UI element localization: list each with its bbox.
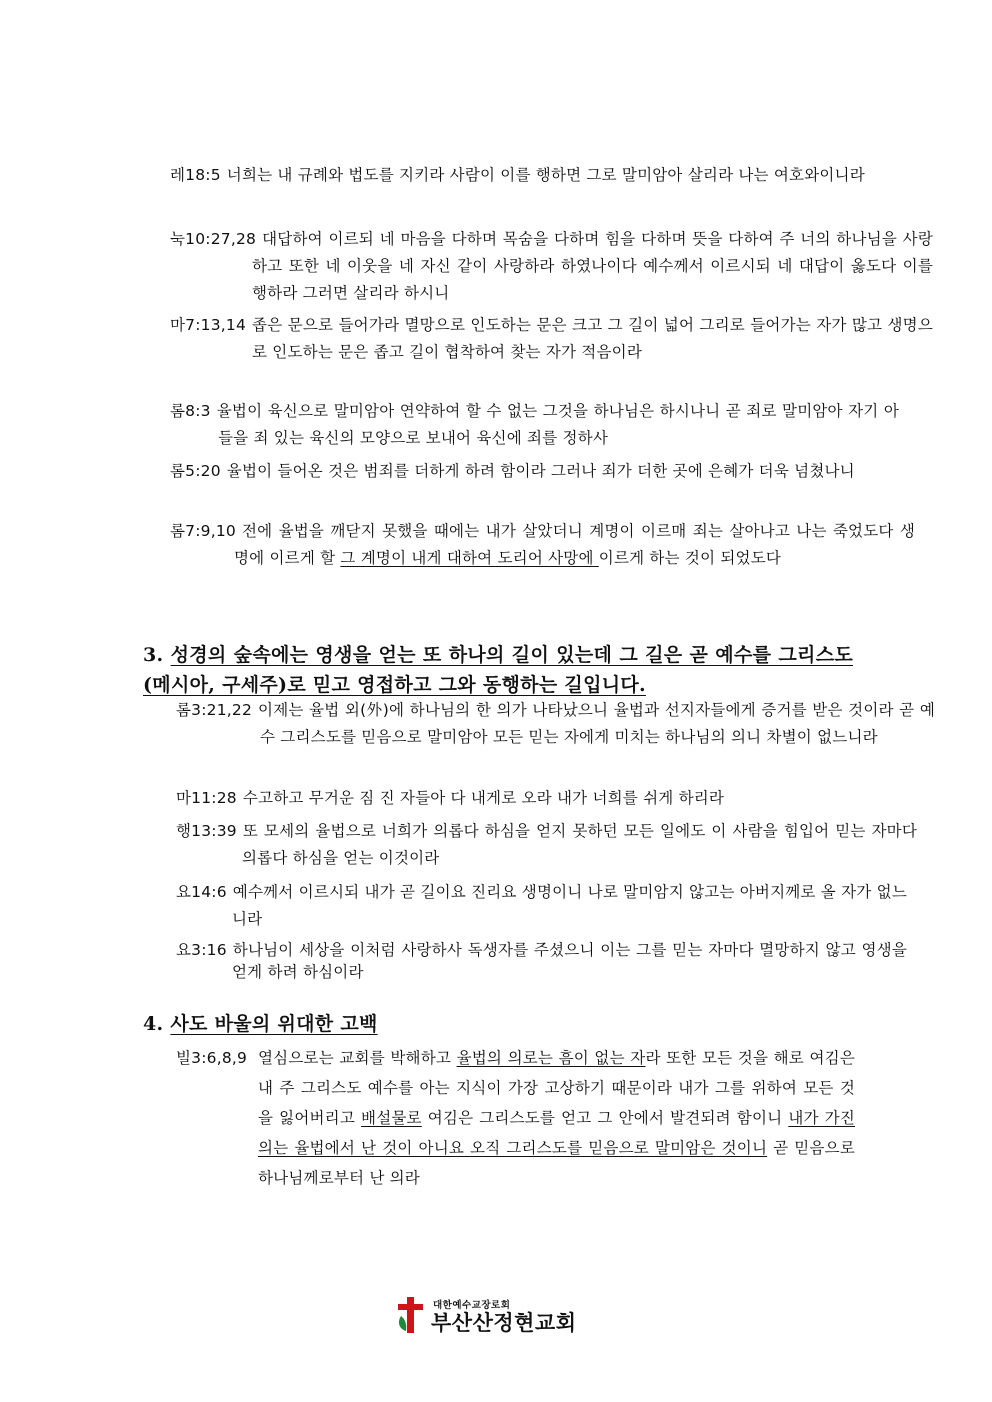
verse-acts-13-39	[176, 818, 917, 872]
verse-text: 예수께서 이르시되 내가 곧 길이요 진리요 생명이니 나로 말미암지 않고는 아버지께로 올 자가 없느니라	[232, 883, 907, 928]
verse-text: 율법이 육신으로 말미암아 연약하여 할 수 없는 그것을 하나님은 하시나니 곧 죄로 말미암아 자기 아들을 죄 있는 육신의 모양으로 보내어 육신에 죄를 정하사	[216, 402, 899, 447]
verse-rom-8-3	[170, 398, 899, 452]
section-number: 3.	[143, 644, 164, 666]
denomination-name: 대한예수교장로회	[433, 1300, 511, 1311]
verse-matt-11-28	[176, 785, 917, 812]
church-logo	[395, 1296, 595, 1336]
verse-ref: 마11:28	[176, 789, 237, 807]
verse-text: 대답하여 이르되 네 마음을 다하며 목숨을 다하며 힘을 다하며 뜻을 다하여 주 너의 하나님을 사랑하고 또한 네 이웃을 네 자신 같이 사랑하라 하였나이다 예수께서 이르시되 네 대답이 옳도다 이를 행하라 그러면 살리라 하시니	[252, 230, 933, 302]
verse-text: 라 또한 모든 것을 해로 여김은 내 주 그리스도 예수를 아는 지식이 가장 고상하기 때문이라 내가 그를 위하여 모든 것을 잃어버리고	[258, 1049, 855, 1127]
verse-text: 수고하고 무거운 짐 진 자들아 다 내게로 오라 내가 너희를 쉬게 하리라	[242, 789, 725, 807]
verse-text: 좁은 문으로 들어가라 멸망으로 인도하는 문은 크고 그 길이 넓어 그리로 들어가는 자가 많고 생명으로 인도하는 문은 좁고 길이 협착하여 찾는 자가 적음이라	[252, 316, 933, 361]
verse-underlined-text: 율법의 의로는 흠이 없는 자	[456, 1049, 646, 1067]
verse-rom-3-21	[176, 697, 935, 751]
verse-ref: 롬5:20	[170, 462, 221, 480]
verse-matt-7-13	[170, 312, 933, 366]
verse-text: 곧 믿음으로 하나님께로부터 난 의라	[258, 1139, 855, 1187]
verse-ref: 마7:13,14	[170, 316, 247, 334]
verse-ref: 요3:16	[176, 941, 227, 959]
verse-ref: 롬8:3	[170, 402, 211, 420]
verse-text: 전에 율법을 깨닫지 못했을 때에는 내가 살았더니 계명이 이르매 죄는 살아나고 나는 죽었도다 생명에 이르게 할	[234, 522, 915, 567]
verse-rom-5-20	[170, 458, 907, 485]
verse-text: 이르게 하는 것이 되었도다	[598, 549, 782, 567]
verse-underlined-text: 배설물로	[361, 1109, 422, 1127]
verse-john-14-6	[176, 879, 907, 933]
verse-text: 율법이 들어온 것은 범죄를 더하게 하려 함이라 그러나 죄가 더한 곳에 은혜가 더욱 넘쳤나니	[226, 462, 855, 480]
section-title: 성경의 숲속에는 영생을 얻는 또 하나의 길이 있는데 그 길은 곧 예수를 그리스도(메시아, 구세주)로 믿고 영접하고 그와 동행하는 길입니다.	[143, 644, 854, 696]
verse-text: 이제는 율법 외(外)에 하나님의 한 의가 나타났으니 율법과 선지자들에게 증거를 받은 것이라 곧 예수 그리스도를 믿음으로 말미암아 모든 믿는 자에게 미치는 하나님의 의니 차별이 없느니라	[258, 701, 935, 746]
verse-ref: 롬7:9,10	[170, 522, 236, 540]
cross-icon	[395, 1296, 427, 1334]
verse-text: 열심으로는 교회를 박해하고	[258, 1049, 457, 1067]
verse-text: 또 모세의 율법으로 너희가 의롭다 하심을 얻지 못하던 모든 일에도 이 사람을 힘입어 믿는 자마다 의롭다 하심을 얻는 이것이라	[242, 822, 917, 867]
verse-text: 여김은 그리스도를 얻고 그 안에서 발견되려 함이니	[421, 1109, 789, 1127]
verse-body	[258, 1043, 855, 1193]
verse-ref: 행13:39	[176, 822, 237, 840]
verse-text: 하나님이 세상을 이처럼 사랑하사 독생자를 주셨으니 이는 그를 믿는 자마다 멸망하지 않고 영생을 얻게 하려 하심이라	[232, 941, 907, 981]
verse-ref: 레18:5	[170, 166, 221, 184]
verse-luke-10-27	[170, 226, 933, 307]
verse-underlined-text: 내가 가진 의는 율법에서 난 것이 아니요 오직 그리스도를 믿음으로 말미암은 것이니	[258, 1109, 855, 1157]
section-3-heading	[143, 640, 853, 700]
verse-ref: 롬3:21,22	[176, 701, 253, 719]
verse-ref: 눅10:27,28	[170, 230, 257, 248]
verse-lev-18-5	[170, 162, 908, 189]
verse-text: 너희는 내 규례와 법도를 지키라 사람이 이를 행하면 그로 말미암아 살리라 나는 여호와이니라	[226, 166, 865, 184]
section-4-heading	[143, 1009, 853, 1039]
verse-ref: 빌3:6,8,9	[176, 1049, 248, 1067]
verse-john-3-16	[176, 939, 907, 983]
section-number: 4.	[143, 1013, 164, 1035]
section-title: 사도 바울의 위대한 고백	[170, 1013, 378, 1035]
verse-phil-3-6	[170, 1043, 855, 1193]
verse-underlined-text: 그 계명이 내게 대하여 도리어 사망에	[340, 549, 599, 567]
church-name: 부산산정현교회	[431, 1311, 577, 1335]
verse-ref: 요14:6	[176, 883, 227, 901]
verse-rom-7-9	[170, 518, 915, 572]
